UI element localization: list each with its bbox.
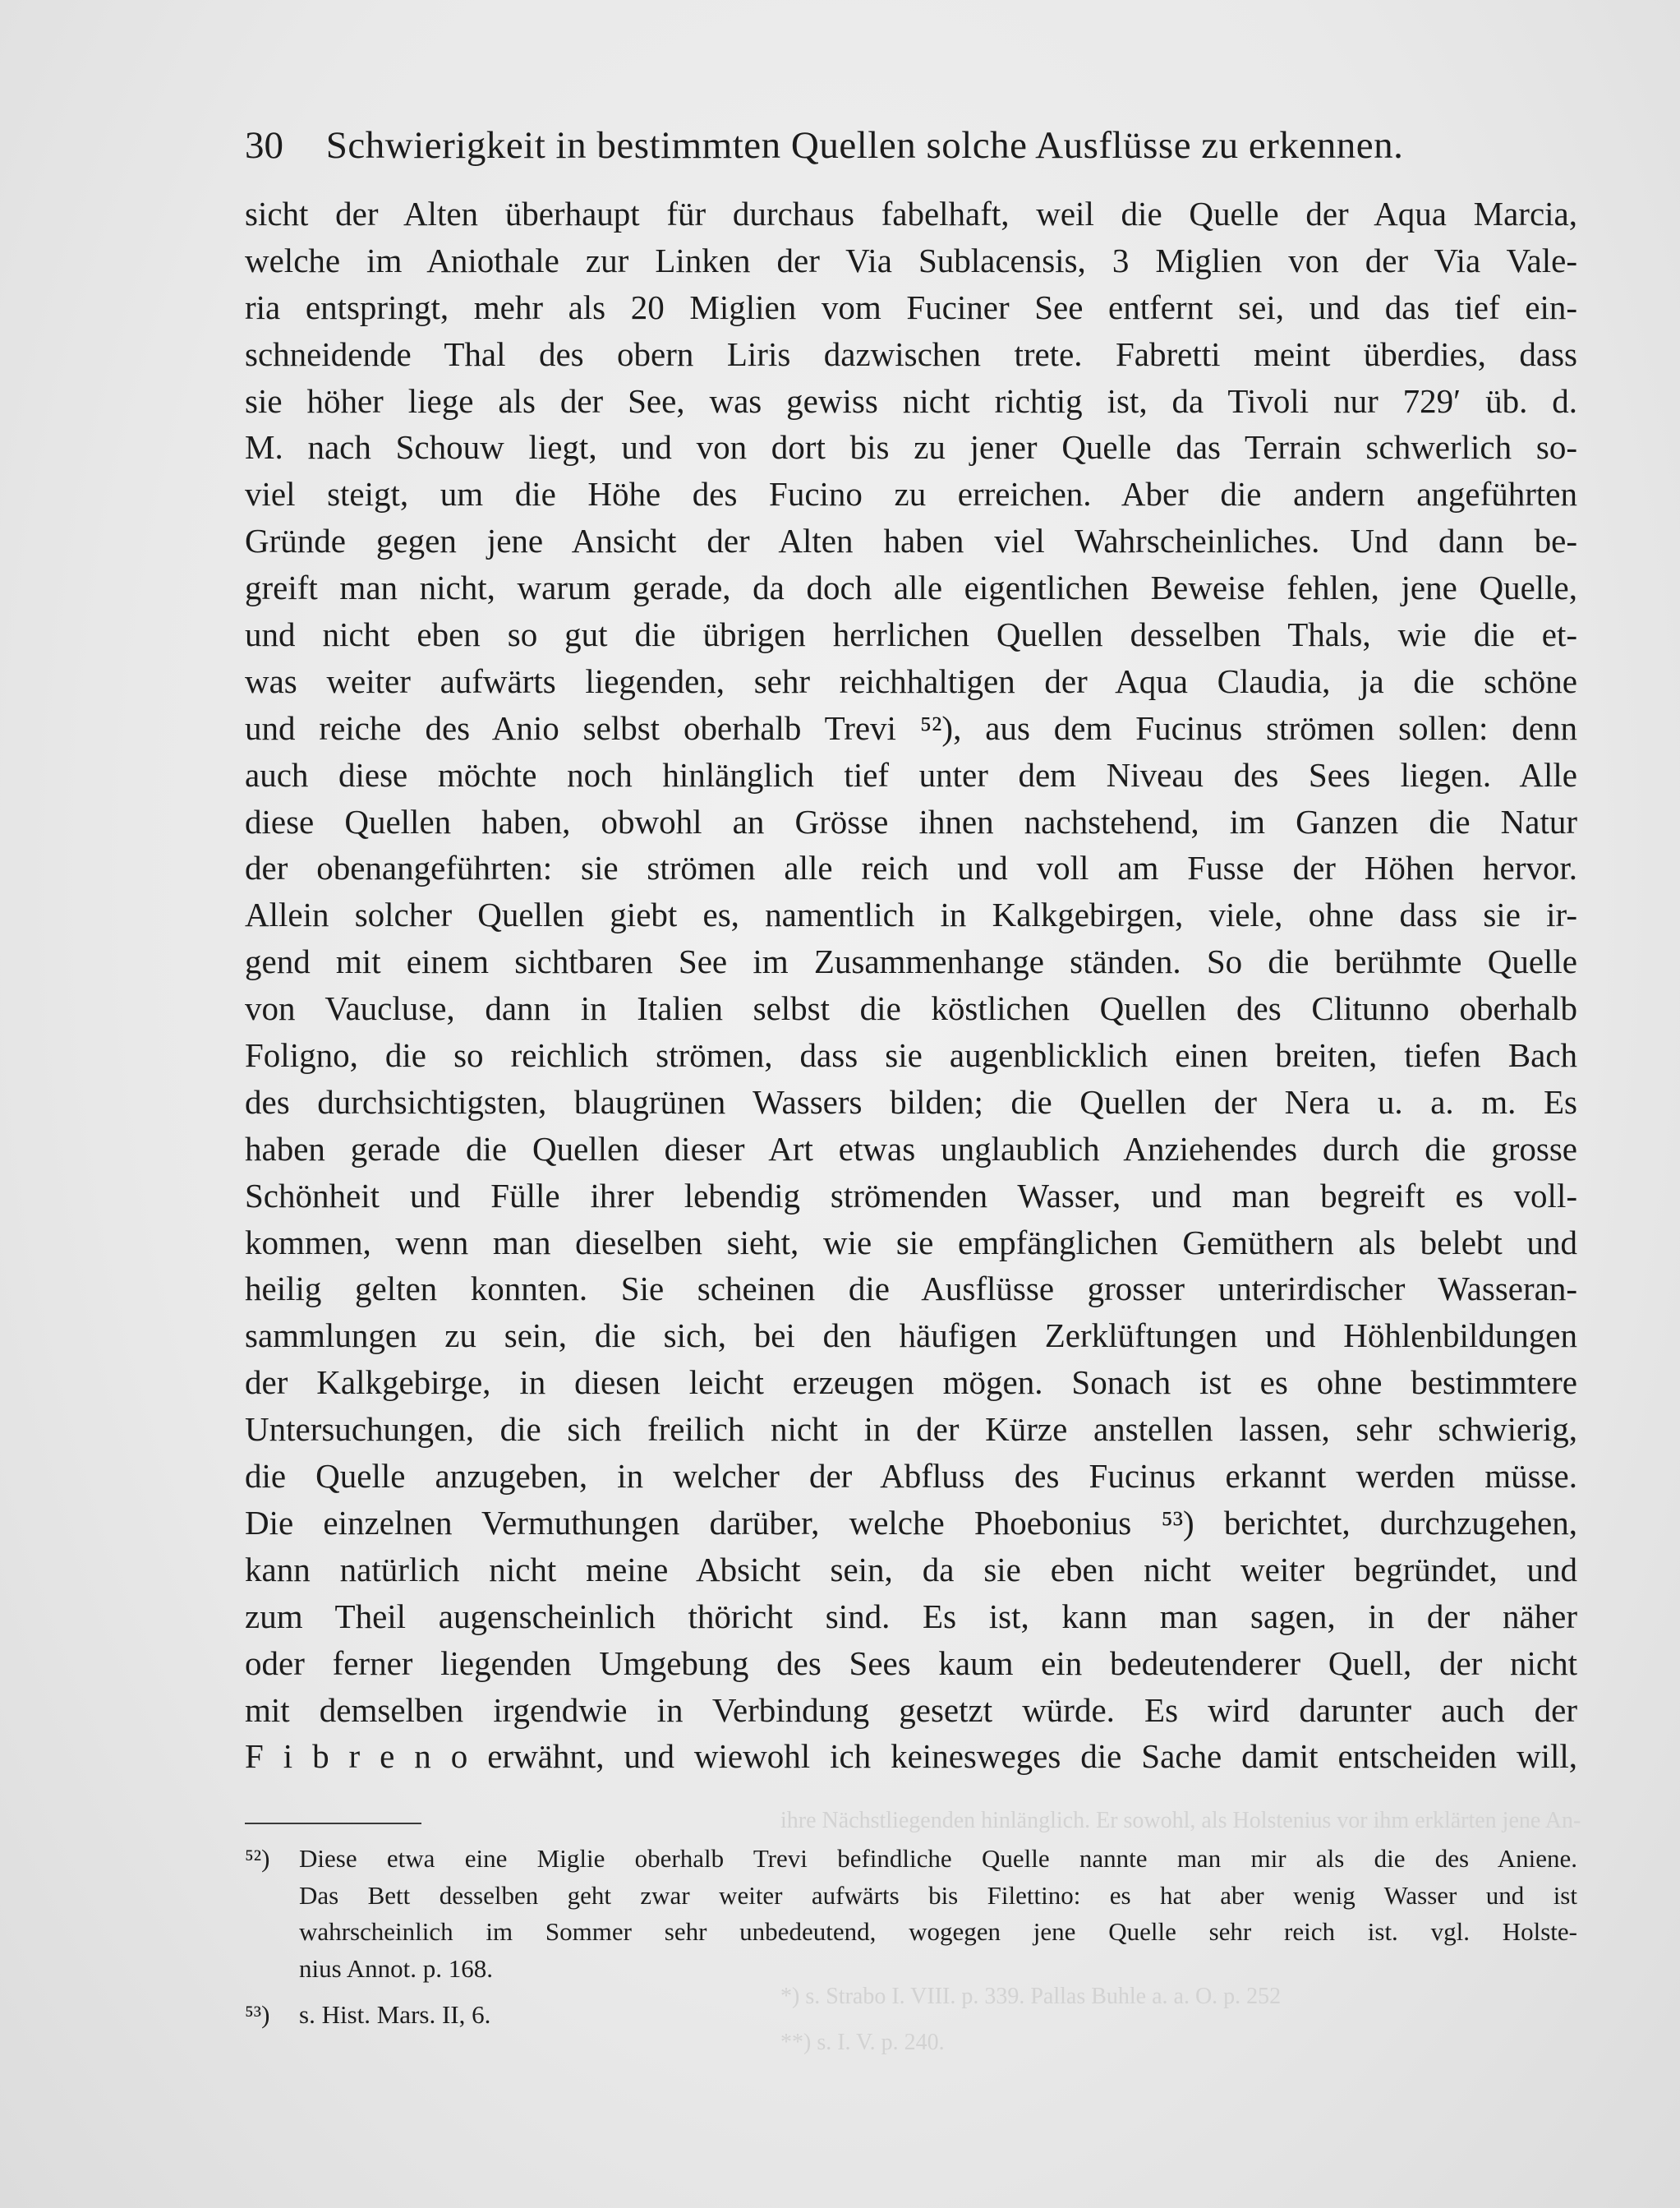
text-line: Untersuchungen, die sich freilich nicht in der Kürze anstellen lassen, sehr schwierig, (245, 1410, 1577, 1449)
body-text (245, 191, 1577, 1780)
text-line: gend mit einem sichtbaren See im Zusammenhange ständen. So die berühmte Quelle (245, 943, 1577, 981)
text-line: des durchsichtigsten, blaugrünen Wassers bilden; die Quellen der Nera u. a. m. Es (245, 1082, 1577, 1121)
show-through-text: **) s. I. V. p. 240. (780, 2030, 945, 2055)
footnote-line (245, 1997, 1577, 2034)
text-line: sammlungen zu sein, die sich, bei den häufigen Zerklüftungen und Höhlenbildungen (245, 1316, 1577, 1355)
text-line: heilig gelten konnten. Sie scheinen die Ausflüsse grosser unterirdischer Wasseran- (245, 1270, 1577, 1308)
footnote-marker: ⁵³) (245, 2000, 270, 2029)
show-through-text: ihre Nächstliegenden hinlänglich. Er sowohl, als Holstenius vor ihm erklärten jene An- (780, 1808, 1581, 1833)
footnotes (245, 1841, 1577, 2034)
footnote-line: Das Bett desselben geht zwar weiter aufwärts bis Filettino: es hat aber wenig Wasser und ist (299, 1880, 1577, 1910)
text-line: die Quelle anzugeben, in welcher der Abfluss des Fucinus erkannt werden müsse. (245, 1457, 1577, 1496)
text-line: ria entspringt, mehr als 20 Miglien vom Fuciner See entfernt sei, und das tief ein- (245, 288, 1577, 326)
footnote-line: nius Annot. p. 168. (299, 1953, 493, 1983)
text-line: diese Quellen haben, obwohl an Grösse ihnen nachstehend, im Ganzen die Natur (245, 802, 1577, 841)
text-line: M. nach Schouw liegt, und von dort bis zu jener Quelle das Terrain schwerlich so- (245, 428, 1577, 467)
text-line: F i b r e n o erwähnt, und wiewohl ich keinesweges die Sache damit entscheiden will, (245, 1737, 1577, 1776)
text-line: welche im Aniothale zur Linken der Via Sublacensis, 3 Miglien von der Via Vale- (245, 241, 1577, 279)
text-line: kommen, wenn man dieselben sieht, wie sie empfänglichen Gemüthern als belebt und (245, 1223, 1577, 1261)
footnote-52 (245, 1841, 1577, 1987)
text-line: schneidende Thal des obern Liris dazwischen trete. Fabretti meint überdies, dass (245, 334, 1577, 373)
text-line: der obenangeführten: sie strömen alle reich und voll am Fusse der Höhen hervor. (245, 849, 1577, 887)
text-line: sie höher liege als der See, was gewiss nicht richtig ist, da Tivoli nur 729′ üb. d. (245, 381, 1577, 420)
text-line: Foligno, die so reichlich strömen, dass sie augenblicklich einen breiten, tiefen Bach (245, 1036, 1577, 1075)
show-through-text: *) s. Strabo I. VIII. p. 339. Pallas Buhle a. a. O. p. 252 (780, 1984, 1282, 2009)
footnote-text: s. Hist. Mars. II, 6. (299, 2000, 491, 2029)
text-line: sicht der Alten überhaupt für durchaus fabelhaft, weil die Quelle der Aqua Marcia, (245, 195, 1577, 233)
text-line: kann natürlich nicht meine Absicht sein, da sie eben nicht weiter begründet, und (245, 1550, 1577, 1588)
footnote-line: wahrscheinlich im Sommer sehr unbedeutend, wogegen jene Quelle sehr reich ist. vgl. Holste- (299, 1917, 1577, 1946)
text-line: auch diese möchte noch hinlänglich tief unter dem Niveau des Sees liegen. Alle (245, 755, 1577, 794)
text-line: der Kalkgebirge, in diesen leicht erzeugen mögen. Sonach ist es ohne bestimmtere (245, 1363, 1577, 1402)
text-line: haben gerade die Quellen dieser Art etwas unglaublich Anziehendes durch die grosse (245, 1129, 1577, 1168)
footnote-marker: ⁵²) (245, 1844, 270, 1873)
text-line: viel steigt, um die Höhe des Fucino zu erreichen. Aber die andern angeführten (245, 475, 1577, 514)
footnote-text: Diese etwa eine Miglie oberhalb Trevi befindliche Quelle nannte man mir als die des Aniene. (299, 1844, 1577, 1873)
text-line: Die einzelnen Vermuthungen darüber, welche Phoebonius ⁵³) berichtet, durchzugehen, (245, 1503, 1577, 1542)
footnote-divider (245, 1823, 421, 1824)
text-line: und reiche des Anio selbst oberhalb Trevi ⁵²), aus dem Fucinus strömen sollen: denn (245, 708, 1577, 747)
running-title: Schwierigkeit in bestimmten Quellen solche Ausflüsse zu erkennen. (325, 124, 1404, 167)
text-line: und nicht eben so gut die übrigen herrlichen Quellen desselben Thals, wie die et- (245, 615, 1577, 654)
text-line: zum Theil augenscheinlich thöricht sind. Es ist, kann man sagen, in der näher (245, 1597, 1577, 1635)
text-line: von Vaucluse, dann in Italien selbst die köstlichen Quellen des Clitunno oberhalb (245, 989, 1577, 1028)
text-line: oder ferner liegenden Umgebung des Sees kaum ein bedeutenderer Quell, der nicht (245, 1643, 1577, 1682)
footnote-53 (245, 1997, 1577, 2034)
running-header (245, 117, 1518, 174)
text-line: mit demselben irgendwie in Verbindung gesetzt würde. Es wird darunter auch der (245, 1690, 1577, 1729)
text-line: Gründe gegen jene Ansicht der Alten haben viel Wahrscheinliches. Und dann be- (245, 522, 1577, 560)
text-line: was weiter aufwärts liegenden, sehr reichhaltigen der Aqua Claudia, ja die schöne (245, 661, 1577, 700)
footnote-line (245, 1841, 1577, 1878)
text-line: Allein solcher Quellen giebt es, namentlich in Kalkgebirgen, viele, ohne dass sie ir- (245, 896, 1577, 934)
text-line: Schönheit und Fülle ihrer lebendig strömenden Wasser, und man begreift es voll- (245, 1176, 1577, 1215)
page-number: 30 (245, 124, 283, 167)
text-line: greift man nicht, warum gerade, da doch alle eigentlichen Beweise fehlen, jene Quelle, (245, 569, 1577, 607)
